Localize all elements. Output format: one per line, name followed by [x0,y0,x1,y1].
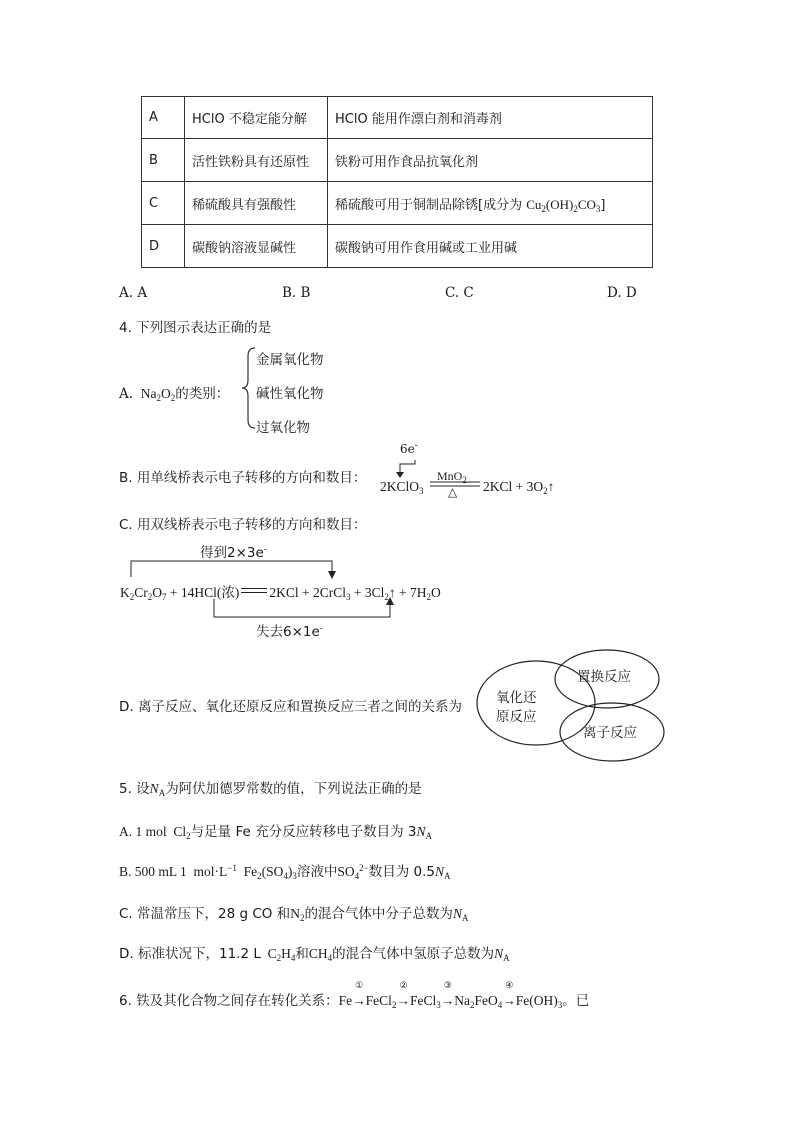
table-row [142,225,653,268]
use-cell: 碳酸钠可用作食用碱或工业用碱 [328,225,653,268]
q5-option-d: D. 标准状况下，11.2 L $C_2H_4$和$CH_4$的混合气体中氢原子总数为$N_A$ [119,946,510,963]
row-label: B [142,139,185,182]
use-text-end: ] [600,197,606,213]
option-a-suffix: 的类别： [175,386,230,402]
category-item: 金属氧化物 [256,352,324,368]
venn-label-redox: 原反应 [496,709,537,725]
option-b: B. B [282,285,311,301]
q4-option-b: B. 用单线桥表示电子转移的方向和数目： [119,470,367,486]
use-cell: HClO 能用作漂白剂和消毒剂 [328,97,653,139]
option-letter: A. [119,386,134,402]
row-label: A [142,97,185,139]
q4-stem: 4. 下列图示表达正确的是 [119,320,272,336]
catalyst-mno2: MnO$_2$ [437,469,467,485]
q5-option-a: A. 1 mol $Cl_2$与足量 Fe 充分反应转移电子数目为 $3N_A$ [119,824,432,841]
q4-option-c: C. 用双线桥表示电子转移的方向和数目： [119,517,367,533]
row-label: C [142,182,185,225]
gain-label: 得到2×3e- [200,545,267,561]
equation-c: $K_2Cr_2O_7 + 14HCl$(浓) 2KCl + 2CrCl$_3$ + $3Cl_2↑ + 7H_2O$ [120,585,441,602]
option-c: C. C [445,285,474,301]
property-cell: HClO 不稳定能分解 [185,97,328,139]
q5-option-b: B. 500 mL 1 $mol\cdot L^{-1}$ $Fe_2(SO_4)_3$溶液中$SO_4^{2-}$数目为 $0.5N_A$ [119,863,451,881]
option-a: A. A [119,285,148,301]
reactant-kclo3: 2KClO$_3$ [380,479,424,496]
q4-option-a [119,382,229,402]
property-cell: 碳酸钠溶液显碱性 [185,225,328,268]
property-cell: 活性铁粉具有还原性 [185,139,328,182]
category-item: 过氧化物 [256,420,310,436]
q5-stem: 5. 设$N_A$为阿伏加德罗常数的值，下列说法正确的是 [119,781,422,798]
table-row [142,97,653,139]
use-cell: 铁粉可用作食品抗氧化剂 [328,139,653,182]
q4-option-d: D. 离子反应、氧化还原反应和置换反应三者之间的关系为 [119,699,462,715]
property-use-table [141,96,653,268]
venn-label-ionic: 离子反应 [583,725,637,741]
table-row [142,139,653,182]
q6-stem: 6. 铁及其化合物之间存在转化关系：Fe→ ① FeCl$_2$→ ② FeCl$_3$→ ③ $Na_2FeO_4\to$ ④ $Fe(OH)_3$。已 [119,980,590,1010]
table-row [142,182,653,225]
option-d: D. D [607,285,637,301]
row-label: D [142,225,185,268]
single-bridge-arrow [390,458,420,480]
electron-label: 6e- [400,441,418,456]
q5-option-c: C. 常温常压下，28 g CO 和$N_2$的混合气体中分子总数为$N_A$ [119,906,469,923]
formula-na2o2: $Na_2O_2$ [137,386,176,403]
property-cell: 稀硫酸具有强酸性 [185,182,328,225]
use-cell [328,182,653,225]
products-kcl-o2: $2KCl + 3O_2↑$ [483,479,555,496]
loss-label: 失去6×1e- [256,624,323,640]
formula-cu2oh2co3: $Cu_2(OH)_2CO_3$ [526,196,601,214]
venn-label-redox: 氧化还 [496,690,537,706]
heat-symbol: △ [448,485,458,499]
category-item: 碱性氧化物 [256,386,324,402]
venn-label-displacement: 置换反应 [577,669,631,685]
use-text: 稀硫酸可用于铜制品除锈[成分为 [335,197,527,213]
